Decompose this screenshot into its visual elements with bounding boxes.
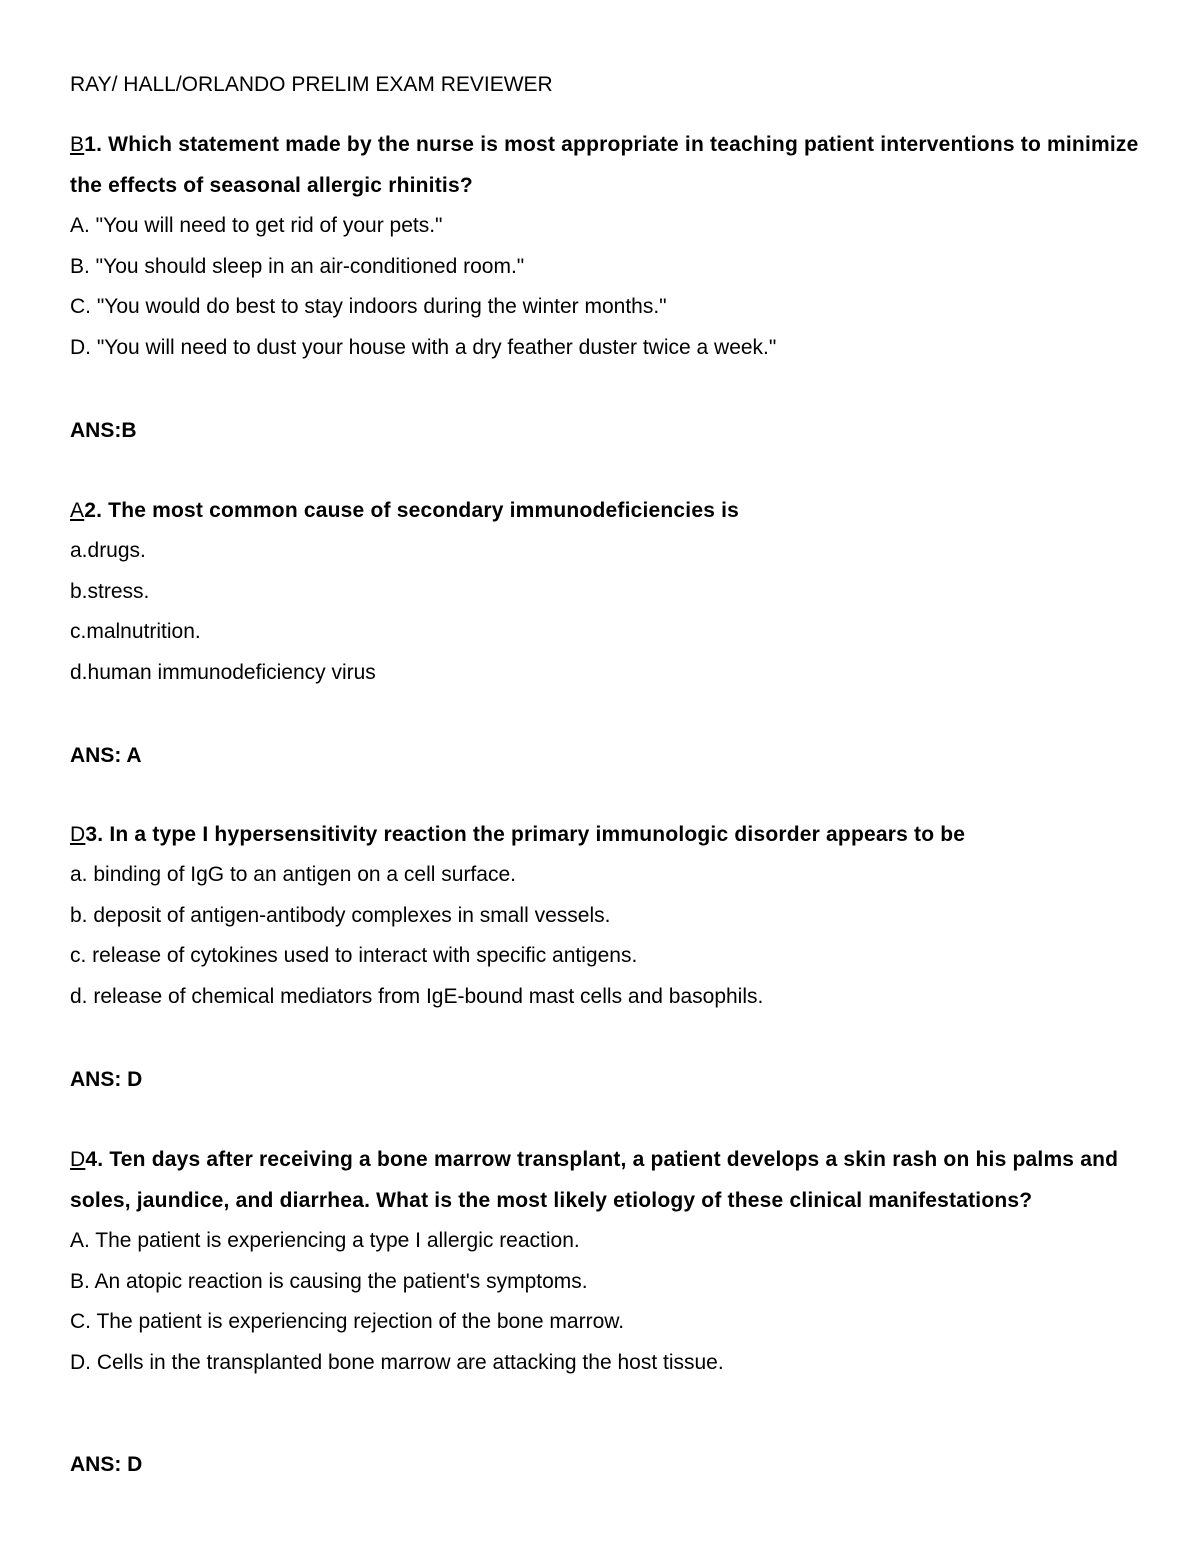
option-item: C. "You would do best to stay indoors during the winter months." — [70, 295, 667, 318]
question-text: 3. In a type I hypersensitivity reaction the primary immunologic disorder appears to be — [85, 823, 966, 846]
question-text: 1. Which statement made by the nurse is most appropriate in teaching patient interventions to minimize the effects of seasonal allergic rhinitis? — [70, 133, 1139, 197]
question-key: B — [70, 133, 85, 156]
option-item: B. An atopic reaction is causing the patient's symptoms. — [70, 1269, 588, 1293]
option-item: d. release of chemical mediators from IgE-bound mast cells and basophils. — [70, 984, 764, 1008]
option-item: C. The patient is experiencing rejection of the bone marrow. — [70, 1310, 625, 1333]
option-list — [70, 1221, 1140, 1383]
question-stem — [70, 814, 1140, 855]
option-item: D. "You will need to dust your house with a dry feather duster twice a week." — [70, 335, 777, 359]
question-text: 2. The most common cause of secondary immunodeficiencies is — [84, 499, 740, 522]
question-stem — [70, 124, 1140, 206]
question-2 — [70, 490, 1140, 693]
option-item: d.human immunodeficiency virus — [70, 660, 376, 684]
question-stem — [70, 490, 1140, 531]
answer-2: ANS: A — [70, 744, 142, 767]
option-item: a.drugs. — [70, 539, 146, 562]
document-title: RAY/ HALL/ORLANDO PRELIM EXAM REVIEWER — [70, 73, 553, 96]
question-stem — [70, 1139, 1140, 1221]
question-key: A — [70, 499, 85, 522]
option-item: c.malnutrition. — [70, 620, 201, 643]
question-3 — [70, 814, 1140, 1017]
option-item: B. "You should sleep in an air-conditioned room." — [70, 254, 525, 278]
answer-1: ANS:B — [70, 419, 137, 442]
option-item: b. deposit of antigen-antibody complexes in small vessels. — [70, 903, 611, 927]
option-item: c. release of cytokines used to interact with specific antigens. — [70, 944, 638, 967]
question-4 — [70, 1139, 1140, 1383]
answer-3: ANS: D — [70, 1068, 143, 1091]
option-item: a. binding of IgG to an antigen on a cell surface. — [70, 863, 516, 886]
option-item: b.stress. — [70, 579, 150, 603]
question-key: D — [70, 823, 86, 846]
option-list — [70, 206, 1140, 368]
question-key: D — [70, 1148, 86, 1171]
option-item: A. "You will need to get rid of your pets." — [70, 214, 443, 237]
answer-4: ANS: D — [70, 1453, 143, 1476]
question-text: 4. Ten days after receiving a bone marrow transplant, a patient develops a skin rash on his palms and soles, jaundice, and diarrhea. What is the most likely etiology of these clinical manifestations? — [70, 1148, 1119, 1212]
option-list — [70, 855, 1140, 1017]
option-list — [70, 531, 1140, 693]
option-item: A. The patient is experiencing a type I allergic reaction. — [70, 1229, 580, 1252]
question-1 — [70, 124, 1140, 368]
option-item: D. Cells in the transplanted bone marrow are attacking the host tissue. — [70, 1350, 724, 1374]
